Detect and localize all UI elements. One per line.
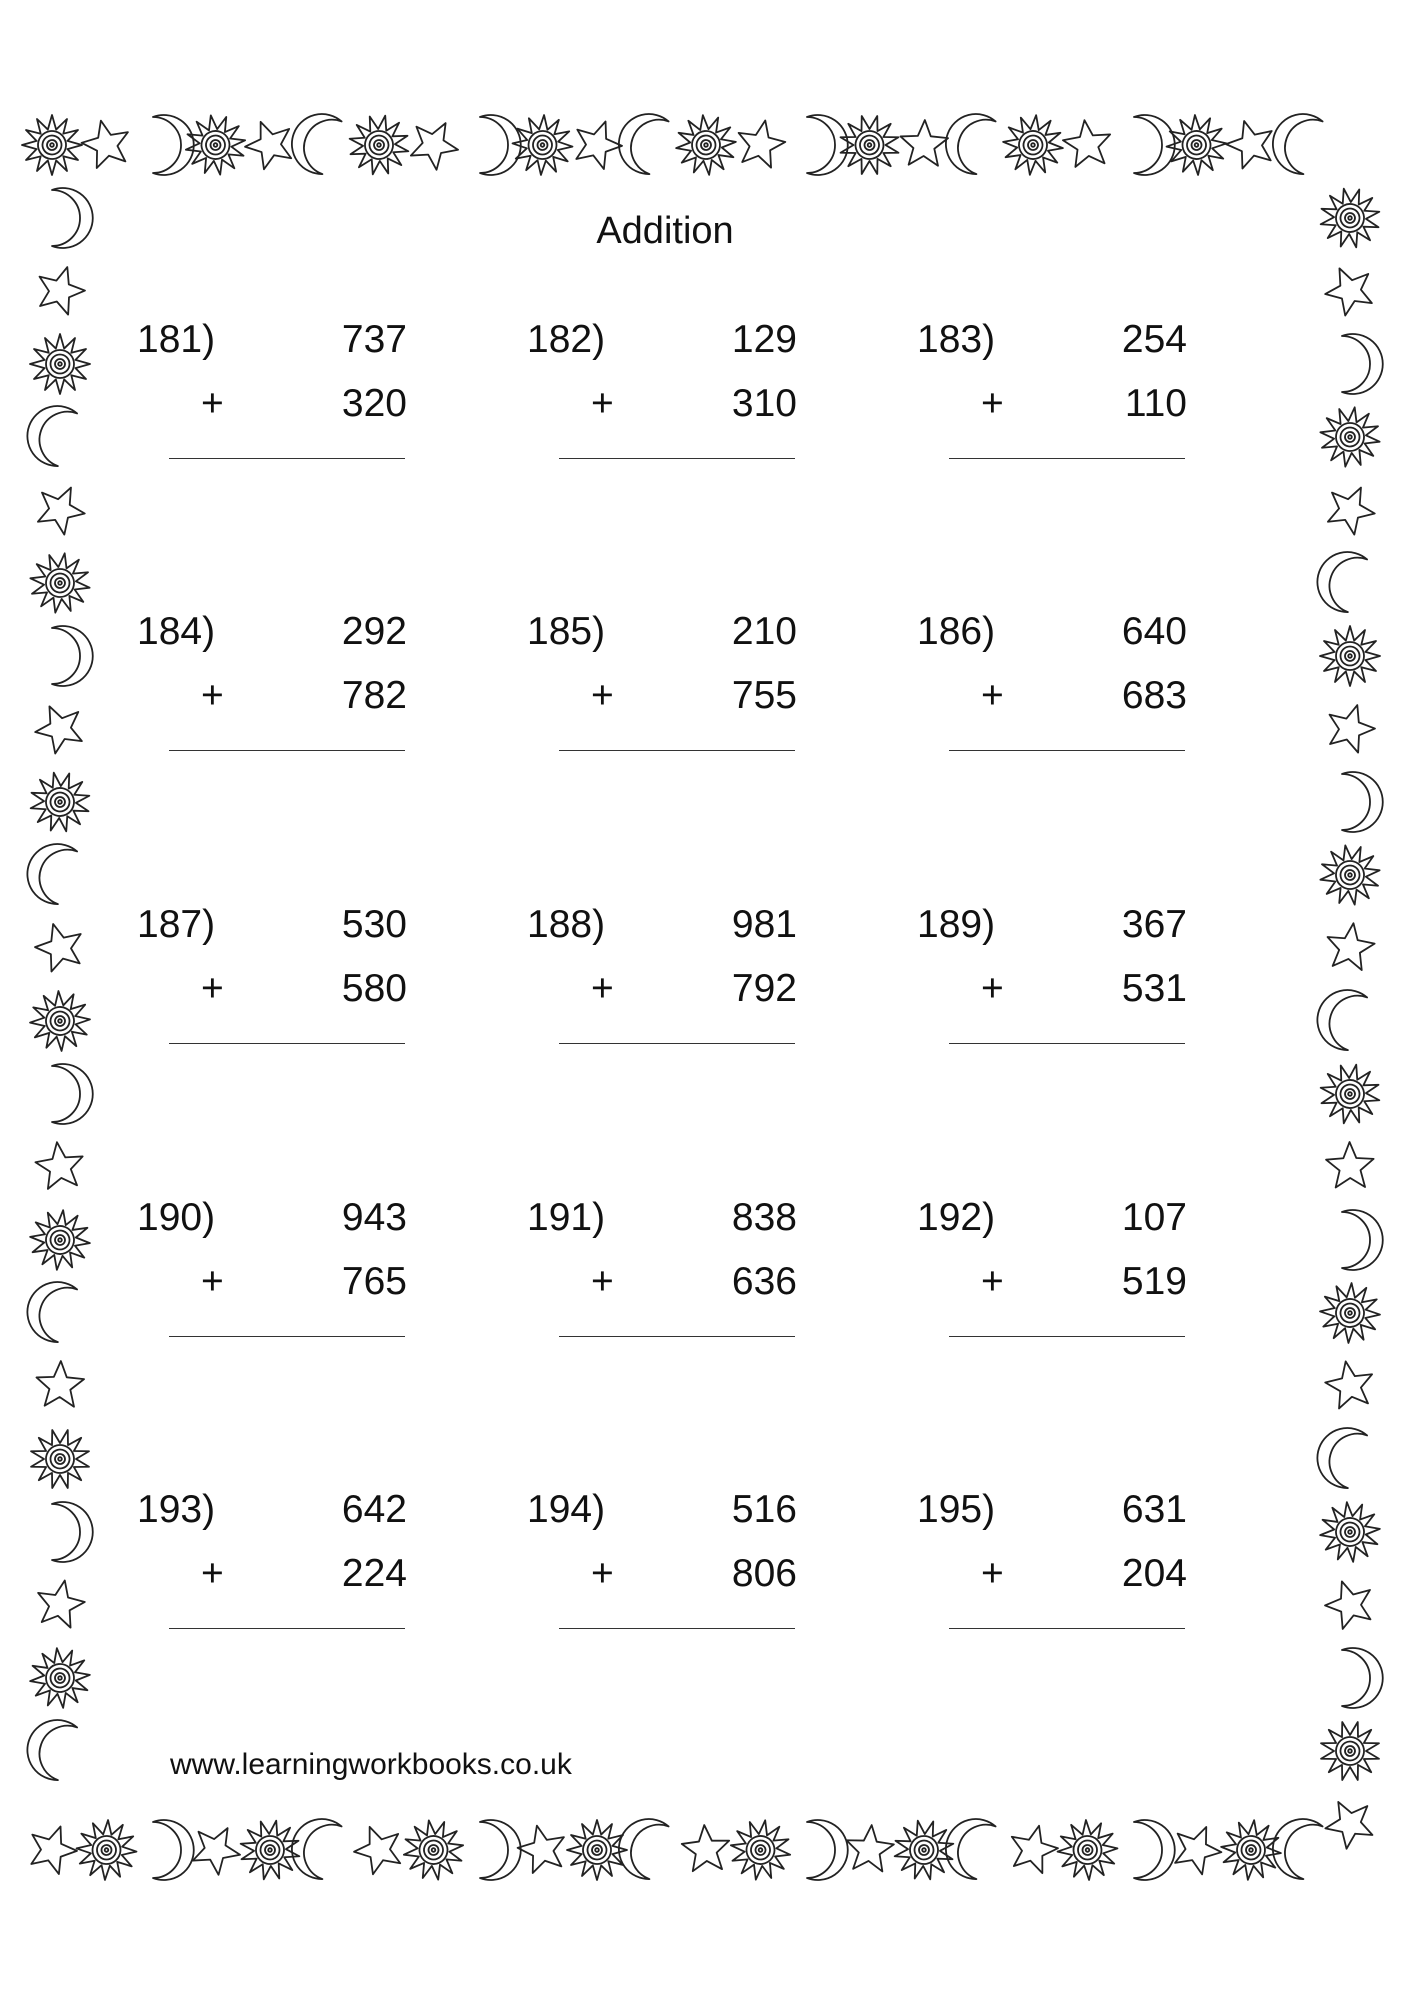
moon-icon (1134, 1820, 1175, 1880)
answer-line (949, 1043, 1185, 1044)
addition-problem (527, 610, 827, 780)
moon-icon (1309, 1420, 1368, 1490)
problem-number: 185) (527, 610, 606, 653)
answer-line (559, 1628, 795, 1629)
answer-line (559, 1043, 795, 1044)
sun-icon (1312, 1056, 1388, 1132)
moon-icon (1264, 1811, 1323, 1881)
moon-icon (480, 1820, 521, 1880)
second-addend: 782 (341, 674, 407, 717)
sun-icon (673, 112, 739, 178)
moon-icon (153, 115, 194, 175)
plus-sign: + (981, 382, 1004, 425)
first-addend: 107 (1121, 1196, 1187, 1239)
star-icon (1324, 920, 1377, 971)
answer-line (169, 750, 405, 751)
star-icon (23, 1818, 83, 1877)
answer-line (169, 1628, 405, 1629)
star-icon (844, 1823, 895, 1872)
star-icon (1221, 114, 1279, 171)
problem-number: 187) (137, 903, 216, 946)
sun-icon (1156, 105, 1237, 186)
first-addend: 943 (341, 1196, 407, 1239)
plus-sign: + (591, 382, 614, 425)
addition-problem (917, 1196, 1217, 1366)
problem-number: 182) (527, 318, 606, 361)
moon-icon (19, 1712, 78, 1782)
sun-icon (11, 104, 93, 186)
first-addend: 129 (731, 318, 797, 361)
first-addend: 292 (341, 610, 407, 653)
moon-icon (19, 1274, 78, 1344)
sun-icon (1218, 1817, 1284, 1883)
addition-problem (137, 318, 437, 488)
star-icon (681, 1823, 732, 1871)
sun-icon (30, 334, 90, 394)
star-icon (239, 113, 300, 173)
first-addend: 642 (341, 1488, 407, 1531)
addition-problem (917, 903, 1217, 1073)
star-icon (900, 119, 949, 166)
addition-problem (137, 610, 437, 780)
moon-icon (19, 398, 78, 468)
star-icon (1321, 698, 1380, 755)
plus-sign: + (981, 674, 1004, 717)
moon-icon (52, 1502, 93, 1562)
sun-icon (20, 1200, 99, 1279)
addition-problem (917, 610, 1217, 780)
star-icon (28, 696, 90, 757)
plus-sign: + (981, 1260, 1004, 1303)
problem-number: 194) (527, 1488, 606, 1531)
sun-icon (177, 106, 255, 184)
moon-icon (610, 1811, 669, 1881)
answer-line (949, 1628, 1185, 1629)
star-icon (1167, 1818, 1228, 1878)
plus-sign: + (981, 1552, 1004, 1595)
sun-icon (1316, 841, 1385, 910)
answer-line (949, 458, 1185, 459)
sun-icon (1320, 626, 1380, 686)
second-addend: 765 (341, 1260, 407, 1303)
addition-problem (527, 1488, 827, 1658)
plus-sign: + (591, 1260, 614, 1303)
star-icon (78, 115, 135, 170)
sun-icon (234, 1814, 305, 1885)
sun-icon (1313, 1714, 1386, 1787)
addition-problem (137, 1488, 437, 1658)
star-icon (348, 1818, 409, 1878)
sun-icon (75, 1818, 138, 1881)
first-addend: 631 (1121, 1488, 1187, 1531)
addition-problem (917, 318, 1217, 488)
addition-problem (527, 318, 827, 488)
star-icon (33, 1576, 88, 1629)
star-icon (33, 1139, 86, 1190)
problem-number: 189) (917, 903, 996, 946)
answer-line (559, 1336, 795, 1337)
addition-problem (137, 1196, 437, 1366)
answer-line (169, 1043, 405, 1044)
sun-icon (993, 105, 1072, 184)
moon-icon (283, 106, 342, 176)
addition-problem (527, 903, 827, 1073)
moon-icon (807, 1820, 848, 1880)
moon-icon (1342, 772, 1383, 832)
star-icon (1005, 1820, 1062, 1875)
sun-icon (888, 1814, 959, 1885)
first-addend: 838 (731, 1196, 797, 1239)
first-addend: 210 (731, 610, 797, 653)
sun-icon (20, 981, 101, 1062)
plus-sign: + (201, 674, 224, 717)
star-icon (1061, 117, 1114, 168)
sun-icon (22, 764, 98, 840)
star-icon (1320, 477, 1383, 539)
addition-problem (917, 1488, 1217, 1658)
problem-number: 193) (137, 1488, 216, 1531)
first-addend: 737 (341, 318, 407, 361)
plus-sign: + (201, 382, 224, 425)
star-icon (36, 1360, 85, 1407)
plus-sign: + (981, 967, 1004, 1010)
moon-icon (153, 1820, 194, 1880)
moon-icon (1309, 982, 1368, 1052)
plus-sign: + (591, 674, 614, 717)
moon-icon (610, 106, 669, 176)
answer-line (169, 458, 405, 459)
problem-number: 186) (917, 610, 996, 653)
problem-number: 181) (137, 318, 216, 361)
second-addend: 204 (1121, 1552, 1187, 1595)
problem-number: 191) (527, 1196, 606, 1239)
first-addend: 516 (731, 1488, 797, 1531)
moon-icon (1264, 106, 1323, 176)
star-icon (30, 917, 88, 974)
problem-number: 192) (917, 1196, 996, 1239)
second-addend: 806 (731, 1552, 797, 1595)
second-addend: 792 (731, 967, 797, 1010)
star-icon (1322, 1357, 1377, 1410)
second-addend: 224 (341, 1552, 407, 1595)
first-addend: 981 (731, 903, 797, 946)
sun-icon (395, 1811, 473, 1889)
star-icon (403, 112, 467, 175)
star-icon (1319, 1574, 1379, 1632)
second-addend: 519 (1121, 1260, 1187, 1303)
star-icon (733, 116, 788, 169)
moon-icon (937, 1811, 996, 1881)
website-footer: www.learningworkbooks.co.uk (170, 1748, 572, 1781)
second-addend: 310 (731, 382, 797, 425)
moon-icon (1342, 334, 1383, 394)
sun-icon (833, 108, 906, 181)
problem-number: 183) (917, 318, 996, 361)
first-addend: 530 (341, 903, 407, 946)
moon-icon (937, 106, 996, 176)
addition-problem (137, 903, 437, 1073)
sun-icon (1056, 1818, 1119, 1881)
answer-line (949, 1336, 1185, 1337)
star-icon (514, 1820, 571, 1875)
second-addend: 755 (731, 674, 797, 717)
problem-number: 190) (137, 1196, 216, 1239)
second-addend: 110 (1124, 382, 1187, 425)
star-icon (1318, 258, 1380, 319)
second-addend: 683 (1121, 674, 1187, 717)
moon-icon (807, 115, 848, 175)
moon-icon (52, 1064, 93, 1124)
plus-sign: + (591, 1552, 614, 1595)
addition-problem (527, 1196, 827, 1366)
sun-icon (1310, 1273, 1391, 1354)
sun-icon (556, 1809, 638, 1891)
sun-icon (343, 109, 414, 180)
second-addend: 320 (341, 382, 407, 425)
sun-icon (1310, 1492, 1389, 1571)
sun-icon (722, 1811, 800, 1889)
moon-icon (1342, 1210, 1383, 1270)
second-addend: 636 (731, 1260, 797, 1303)
moon-icon (1342, 1648, 1383, 1708)
problem-number: 195) (917, 1488, 996, 1531)
answer-line (559, 750, 795, 751)
sun-icon (1316, 403, 1385, 472)
worksheet-title: Addition (596, 210, 734, 252)
moon-icon (52, 626, 93, 686)
plus-sign: + (201, 1260, 224, 1303)
answer-line (169, 1336, 405, 1337)
moon-icon (19, 836, 78, 906)
star-icon (31, 260, 90, 317)
plus-sign: + (201, 967, 224, 1010)
problem-number: 188) (527, 903, 606, 946)
sun-icon (23, 1422, 96, 1495)
problem-number: 184) (137, 610, 216, 653)
star-icon (1326, 1142, 1374, 1188)
sun-icon (27, 1645, 93, 1711)
plus-sign: + (201, 1552, 224, 1595)
sun-icon (26, 549, 95, 618)
answer-line (949, 750, 1185, 751)
moon-icon (1309, 544, 1368, 614)
first-addend: 640 (1121, 610, 1187, 653)
first-addend: 367 (1121, 903, 1187, 946)
answer-line (559, 458, 795, 459)
star-icon (1317, 1791, 1380, 1853)
plus-sign: + (591, 967, 614, 1010)
star-icon (30, 477, 93, 539)
second-addend: 531 (1121, 967, 1187, 1010)
second-addend: 580 (341, 967, 407, 1010)
first-addend: 254 (1121, 318, 1187, 361)
